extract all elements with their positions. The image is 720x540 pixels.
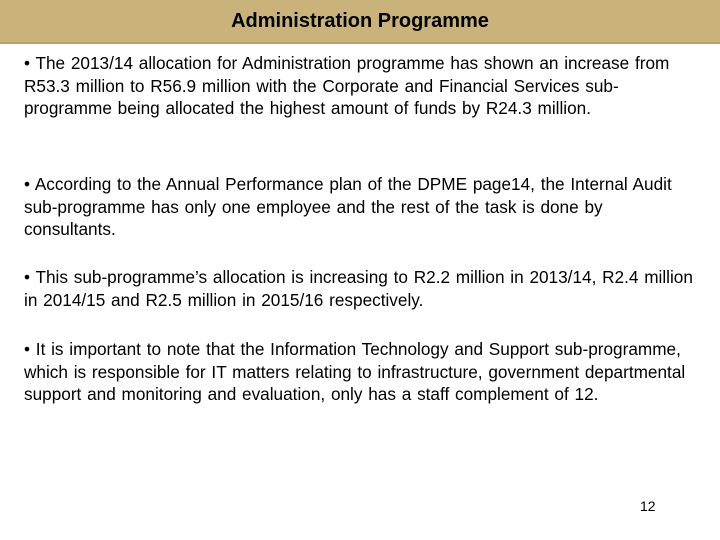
- bullet-paragraph-it-support: • It is important to note that the Information Technology and Support sub-programme, which is responsible for IT matters relating to infrastructure, government departmental support and monitoring and evaluation, only has a staff complement of 12.: [24, 339, 686, 404]
- title-bar: [0, 0, 720, 42]
- bullet-paragraph-sub-programme-allocation: • This sub-programme’s allocation is increasing to R2.2 million in 2013/14, R2.4 million in 2014/15 and R2.5 million in 2015/16 respectively.: [24, 267, 693, 310]
- title-divider: [0, 42, 720, 44]
- slide-title: Administration Programme: [231, 9, 489, 32]
- bullet-paragraph-internal-audit: • According to the Annual Performance plan of the DPME page14, the Internal Audit sub-programme has only one employee and the rest of the task is done by consultants.: [24, 174, 672, 239]
- page-number: 12: [640, 498, 656, 514]
- bullet-paragraph-allocation: • The 2013/14 allocation for Administration programme has shown an increase from R53.3 million to R56.9 million with the Corporate and Financial Services sub-programme being allocated the highest amount of funds by R24.3 million.: [24, 53, 670, 118]
